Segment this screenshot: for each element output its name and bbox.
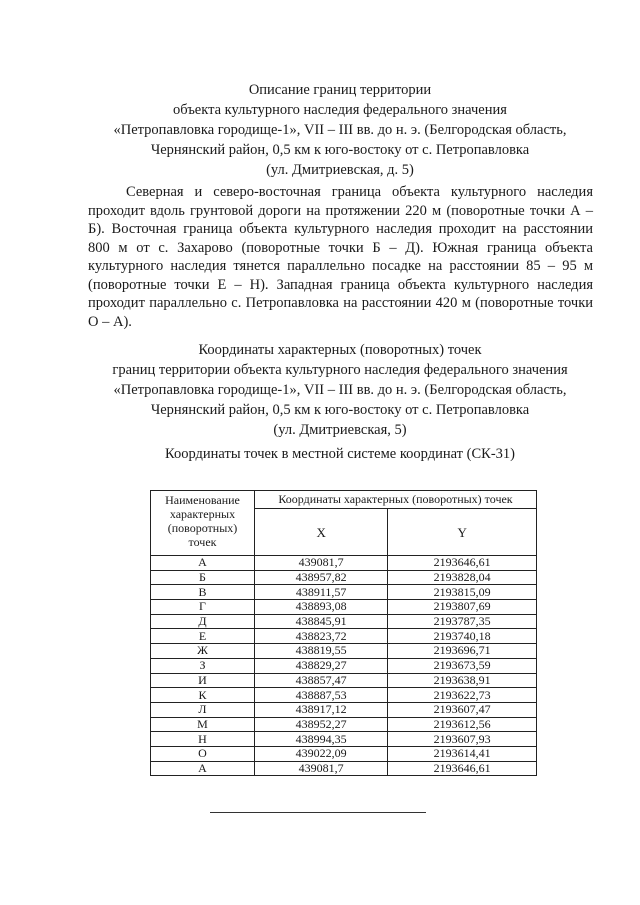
x-coordinate-cell: 439081,7 (255, 556, 388, 571)
table-row (151, 761, 537, 776)
point-name-cell: И (151, 673, 255, 688)
y-coordinate-cell: 2193696,71 (388, 644, 537, 659)
title-line: (ул. Дмитриевская, д. 5) (266, 162, 414, 178)
point-name-cell: З (151, 658, 255, 673)
table-row (151, 556, 537, 571)
coordinates-table-body (151, 556, 537, 776)
table-row (151, 732, 537, 747)
y-header: Y (388, 509, 537, 556)
y-coordinate-cell: 2193646,61 (388, 556, 537, 571)
y-coordinate-cell: 2193828,04 (388, 570, 537, 585)
coordinates-heading-line: (ул. Дмитриевская, 5) (273, 422, 407, 438)
title-line: объекта культурного наследия федерального значения (173, 102, 507, 118)
x-coordinate-cell: 438957,82 (255, 570, 388, 585)
title-line: «Петропавловка городище-1», VII – III вв. до н. э. (Белгородская область, (113, 122, 567, 138)
document-title (60, 80, 620, 180)
point-name-cell: М (151, 717, 255, 732)
header-line: (поворотных) (167, 521, 238, 535)
x-coordinate-cell: 438893,08 (255, 600, 388, 615)
table-row (151, 570, 537, 585)
y-coordinate-cell: 2193607,93 (388, 732, 537, 747)
coordinates-group-header: Координаты характерных (поворотных) точек (255, 491, 537, 509)
x-coordinate-cell: 438857,47 (255, 673, 388, 688)
y-coordinate-cell: 2193673,59 (388, 658, 537, 673)
point-name-cell: Д (151, 614, 255, 629)
y-coordinate-cell: 2193787,35 (388, 614, 537, 629)
coordinates-table (150, 490, 537, 776)
point-name-cell: О (151, 746, 255, 761)
y-coordinate-cell: 2193607,47 (388, 702, 537, 717)
x-coordinate-cell: 439081,7 (255, 761, 388, 776)
x-coordinate-cell: 438829,27 (255, 658, 388, 673)
table-row (151, 717, 537, 732)
coordinates-heading-line: Чернянский район, 0,5 км к юго-востоку от с. Петропавловка (150, 402, 530, 418)
point-name-cell: А (151, 761, 255, 776)
point-name-cell: Ж (151, 644, 255, 659)
x-coordinate-cell: 438887,53 (255, 688, 388, 703)
table-row (151, 644, 537, 659)
point-name-cell: Е (151, 629, 255, 644)
point-name-cell: Л (151, 702, 255, 717)
boundary-description: Северная и северо-восточная граница объекта культурного наследия проходит вдоль грунтовой дороги на протяжении 220 м (поворотные точки А – Б). Восточная граница объекта культурного наследия проходит на расстоянии 800 м от с. Захарово (поворотные точки Б – Д). Южная граница объекта культурного наследия тянется параллельно посадке на расстоянии 85 – 95 м (поворотные точки Е – Н). Западная граница объекта культурного наследия проходит параллельно с. Петропавловка на расстоянии 420 м (поворотные точки О – А). (88, 184, 593, 330)
x-coordinate-cell: 439022,09 (255, 746, 388, 761)
header-line: точек (188, 535, 217, 549)
y-coordinate-cell: 2193740,18 (388, 629, 537, 644)
y-coordinate-cell: 2193622,73 (388, 688, 537, 703)
coordinates-heading-line: границ территории объекта культурного наследия федерального значения (112, 362, 568, 378)
table-row (151, 614, 537, 629)
y-coordinate-cell: 2193638,91 (388, 673, 537, 688)
title-line: Чернянский район, 0,5 км к юго-востоку от с. Петропавловка (150, 142, 530, 158)
x-coordinate-cell: 438845,91 (255, 614, 388, 629)
x-coordinate-cell: 438952,27 (255, 717, 388, 732)
table-row (151, 629, 537, 644)
point-name-cell: Г (151, 600, 255, 615)
x-coordinate-cell: 438911,57 (255, 585, 388, 600)
y-coordinate-cell: 2193807,69 (388, 600, 537, 615)
point-name-cell: Б (151, 570, 255, 585)
signature-line (210, 812, 426, 813)
y-coordinate-cell: 2193815,09 (388, 585, 537, 600)
table-row (151, 702, 537, 717)
table-row (151, 746, 537, 761)
coordinates-heading-line: Координаты характерных (поворотных) точек (198, 342, 482, 358)
point-name-cell: В (151, 585, 255, 600)
point-name-cell: К (151, 688, 255, 703)
table-row (151, 585, 537, 600)
header-line: характерных (169, 507, 236, 521)
x-coordinate-cell: 438994,35 (255, 732, 388, 747)
table-row (151, 673, 537, 688)
coordinates-heading (60, 340, 620, 440)
x-coordinate-cell: 438823,72 (255, 629, 388, 644)
title-line: Описание границ территории (248, 82, 432, 98)
x-header: X (255, 509, 388, 556)
header-line: Наименование (165, 493, 240, 507)
coordinate-system-heading: Координаты точек в местной системе координат (СК-31) (165, 446, 515, 462)
table-row (151, 658, 537, 673)
x-coordinate-cell: 438917,12 (255, 702, 388, 717)
y-coordinate-cell: 2193612,56 (388, 717, 537, 732)
coordinates-heading-line: «Петропавловка городище-1», VII – III вв. до н. э. (Белгородская область, (113, 382, 567, 398)
y-coordinate-cell: 2193614,41 (388, 746, 537, 761)
point-name-cell: Н (151, 732, 255, 747)
y-coordinate-cell: 2193646,61 (388, 761, 537, 776)
table-row (151, 600, 537, 615)
point-name-cell: А (151, 556, 255, 571)
x-coordinate-cell: 438819,55 (255, 644, 388, 659)
point-name-header (151, 491, 255, 556)
table-row (151, 688, 537, 703)
